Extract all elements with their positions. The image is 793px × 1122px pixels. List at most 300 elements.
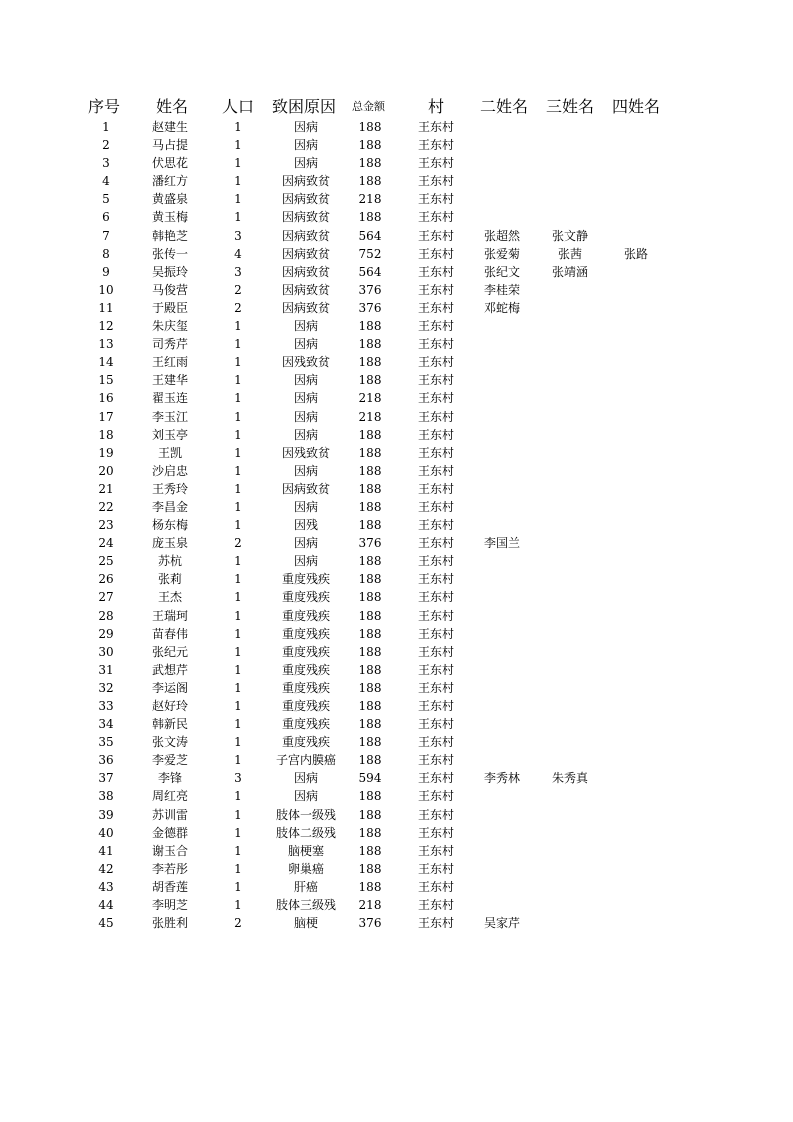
row-name: 张胜利	[151, 916, 188, 931]
header-reason: 致困原因	[272, 97, 337, 116]
row-name: 伏思花	[151, 156, 188, 171]
row-village: 王东村	[417, 680, 454, 695]
row-name: 马俊营	[151, 282, 188, 297]
row-name3	[540, 697, 600, 715]
row-amount: 188	[358, 373, 382, 388]
row-population: 1	[234, 319, 242, 334]
row-seq: 43	[98, 879, 114, 894]
row-name: 王凯	[157, 445, 182, 460]
row-reason: 因残	[293, 518, 318, 533]
row-amount: 188	[358, 590, 382, 605]
row-population: 1	[234, 717, 242, 732]
row-name4	[606, 227, 666, 245]
row-reason: 因病	[293, 771, 318, 786]
row-amount: 188	[358, 120, 382, 134]
row-name: 张纪元	[151, 644, 188, 659]
row-village: 王东村	[417, 843, 454, 858]
row-reason: 因病	[293, 409, 318, 424]
table-row	[0, 281, 793, 299]
row-reason: 因病	[293, 789, 318, 804]
row-reason: 因病	[293, 373, 318, 388]
row-amount: 188	[358, 807, 382, 822]
row-name2	[476, 715, 544, 733]
row-name: 胡香莲	[151, 879, 188, 894]
row-village: 王东村	[417, 282, 454, 297]
row-village: 王东村	[417, 246, 454, 261]
row-name2: 李国兰	[484, 536, 521, 551]
row-seq: 33	[98, 699, 114, 713]
row-name2	[476, 842, 544, 860]
row-name3	[540, 643, 600, 661]
row-amount: 188	[358, 572, 382, 587]
row-amount: 188	[358, 445, 382, 460]
row-village: 王东村	[417, 717, 454, 732]
row-name2	[476, 516, 544, 534]
table-row	[0, 806, 793, 824]
row-name: 朱庆玺	[151, 319, 188, 334]
row-seq: 13	[98, 337, 114, 352]
row-village: 王东村	[417, 192, 454, 207]
row-name4	[606, 462, 666, 480]
row-population: 1	[234, 843, 242, 858]
row-name4	[606, 787, 666, 805]
row-name: 苏训雷	[151, 807, 188, 822]
row-population: 1	[234, 861, 242, 876]
table-row	[0, 588, 793, 606]
row-population: 2	[234, 536, 242, 551]
row-population: 1	[234, 337, 242, 352]
row-name4: 张路	[623, 246, 648, 261]
row-population: 3	[234, 228, 242, 243]
row-name4	[606, 715, 666, 733]
row-reason: 因病	[293, 536, 318, 551]
row-village: 王东村	[417, 120, 454, 134]
table-row	[0, 842, 793, 860]
row-amount: 188	[358, 481, 382, 496]
row-name2: 张超然	[484, 228, 521, 243]
row-amount: 376	[358, 536, 382, 551]
row-reason: 因残致贫	[281, 355, 330, 370]
header-name3: 三姓名	[546, 97, 595, 116]
row-population: 1	[234, 608, 242, 623]
header-name4: 四姓名	[612, 97, 661, 116]
row-reason: 肢体三级残	[275, 898, 336, 913]
row-population: 1	[234, 174, 242, 189]
table-row	[0, 444, 793, 462]
row-village: 王东村	[417, 228, 454, 243]
row-seq: 42	[98, 861, 114, 876]
table-row	[0, 715, 793, 733]
row-name3	[540, 607, 600, 625]
row-name3: 朱秀真	[551, 771, 588, 786]
row-seq: 35	[98, 735, 114, 750]
row-name2	[476, 389, 544, 407]
row-village: 王东村	[417, 355, 454, 370]
row-name4	[606, 498, 666, 516]
table-row	[0, 679, 793, 697]
row-village: 王东村	[417, 644, 454, 659]
row-name4	[606, 625, 666, 643]
row-name: 张文涛	[151, 735, 188, 750]
row-reason: 因病	[293, 463, 318, 478]
row-name: 李玉江	[151, 409, 188, 424]
row-village: 王东村	[417, 391, 454, 406]
row-name: 于殿臣	[151, 300, 188, 315]
row-name: 翟玉连	[151, 391, 188, 406]
row-reason: 肢体二级残	[275, 825, 336, 840]
row-amount: 188	[358, 680, 382, 695]
row-name2	[476, 787, 544, 805]
row-amount: 376	[358, 916, 382, 931]
row-seq: 12	[98, 319, 114, 334]
row-name: 杨东梅	[151, 518, 188, 533]
row-amount: 188	[358, 861, 382, 876]
row-village: 王东村	[417, 427, 454, 442]
row-seq: 23	[98, 518, 114, 533]
row-name: 庞玉泉	[151, 536, 188, 551]
row-village: 王东村	[417, 409, 454, 424]
row-population: 1	[234, 463, 242, 478]
row-name2	[476, 208, 544, 226]
row-name: 韩新民	[151, 717, 188, 732]
table-row	[0, 787, 793, 805]
row-name3	[540, 715, 600, 733]
row-name4	[606, 118, 666, 136]
row-name2	[476, 643, 544, 661]
row-reason: 因病	[293, 337, 318, 352]
row-name2	[476, 878, 544, 896]
row-name2	[476, 552, 544, 570]
row-name2: 张爱菊	[484, 246, 521, 261]
row-amount: 376	[358, 282, 382, 297]
header-name2: 二姓名	[480, 97, 529, 116]
row-village: 王东村	[417, 753, 454, 768]
row-reason: 重度残疾	[281, 626, 330, 641]
row-seq: 30	[98, 644, 114, 659]
row-seq: 15	[98, 373, 114, 388]
row-village: 王东村	[417, 210, 454, 225]
row-name3	[540, 751, 600, 769]
row-name2	[476, 190, 544, 208]
row-reason: 因病致贫	[281, 300, 330, 315]
row-name2	[476, 118, 544, 136]
row-seq: 27	[98, 590, 114, 605]
row-seq: 28	[98, 608, 114, 623]
row-seq: 17	[98, 409, 114, 424]
row-name3	[540, 516, 600, 534]
row-seq: 32	[98, 680, 114, 695]
row-name4	[606, 878, 666, 896]
table-row	[0, 896, 793, 914]
row-name: 李锋	[157, 771, 182, 786]
table-row	[0, 769, 793, 787]
row-amount: 188	[358, 554, 382, 569]
row-name: 李明芝	[151, 898, 188, 913]
row-name4	[606, 860, 666, 878]
row-village: 王东村	[417, 264, 454, 279]
row-name: 王瑞珂	[151, 608, 188, 623]
row-village: 王东村	[417, 626, 454, 641]
row-name2	[476, 679, 544, 697]
row-population: 1	[234, 644, 242, 659]
row-population: 1	[234, 879, 242, 894]
row-seq: 7	[102, 228, 110, 243]
row-name3	[540, 896, 600, 914]
row-seq: 9	[102, 264, 110, 279]
row-population: 2	[234, 282, 242, 297]
row-amount: 188	[358, 825, 382, 840]
row-name: 王秀玲	[151, 481, 188, 496]
row-name: 刘玉亭	[151, 427, 188, 442]
row-population: 2	[234, 916, 242, 931]
row-name2	[476, 498, 544, 516]
row-village: 王东村	[417, 156, 454, 171]
table-row	[0, 860, 793, 878]
row-name: 黄盛泉	[151, 192, 188, 207]
table-row	[0, 389, 793, 407]
row-reason: 因病致贫	[281, 282, 330, 297]
row-name: 赵建生	[151, 120, 188, 134]
table-body	[0, 118, 793, 932]
row-population: 1	[234, 680, 242, 695]
row-seq: 45	[98, 916, 114, 931]
row-name2	[476, 408, 544, 426]
row-village: 王东村	[417, 861, 454, 876]
row-name4	[606, 896, 666, 914]
row-name: 李运阁	[151, 680, 188, 695]
row-name4	[606, 552, 666, 570]
row-name2	[476, 588, 544, 606]
row-name: 张莉	[157, 572, 182, 587]
row-population: 1	[234, 554, 242, 569]
row-name2	[476, 824, 544, 842]
row-name3	[540, 353, 600, 371]
row-population: 3	[234, 771, 242, 786]
table-row	[0, 208, 793, 226]
row-name: 司秀芹	[151, 337, 188, 352]
row-name2	[476, 136, 544, 154]
row-seq: 1	[102, 120, 110, 134]
row-name4	[606, 643, 666, 661]
row-population: 1	[234, 753, 242, 768]
row-reason: 脑梗塞	[287, 843, 324, 858]
row-name4	[606, 751, 666, 769]
row-amount: 376	[358, 300, 382, 315]
row-village: 王东村	[417, 662, 454, 677]
row-name4	[606, 190, 666, 208]
table-row	[0, 516, 793, 534]
row-name: 王红雨	[151, 355, 188, 370]
header-amount: 总金额	[352, 100, 385, 113]
row-reason: 因病致贫	[281, 210, 330, 225]
row-name3: 张文静	[551, 228, 588, 243]
row-name2	[476, 733, 544, 751]
row-seq: 11	[98, 300, 114, 315]
row-name: 王建华	[151, 373, 188, 388]
row-reason: 子宫内膜癌	[275, 753, 336, 768]
row-name4	[606, 697, 666, 715]
row-reason: 因病	[293, 156, 318, 171]
row-population: 1	[234, 825, 242, 840]
row-name2	[476, 570, 544, 588]
row-name3	[540, 787, 600, 805]
row-amount: 188	[358, 427, 382, 442]
row-reason: 因病致贫	[281, 174, 330, 189]
header-village: 村	[428, 97, 445, 116]
table-row	[0, 824, 793, 842]
row-reason: 因病	[293, 499, 318, 514]
row-seq: 5	[102, 192, 110, 207]
row-seq: 3	[102, 156, 110, 171]
row-name3	[540, 299, 600, 317]
row-reason: 因病致贫	[281, 481, 330, 496]
row-name3	[540, 661, 600, 679]
row-population: 1	[234, 445, 242, 460]
row-name: 黄玉梅	[151, 210, 188, 225]
row-population: 1	[234, 138, 242, 153]
row-amount: 188	[358, 337, 382, 352]
row-name2: 李秀林	[484, 771, 521, 786]
row-name3	[540, 534, 600, 552]
row-village: 王东村	[417, 138, 454, 153]
row-village: 王东村	[417, 572, 454, 587]
row-reason: 因病	[293, 391, 318, 406]
row-amount: 188	[358, 843, 382, 858]
row-village: 王东村	[417, 608, 454, 623]
row-population: 1	[234, 120, 242, 134]
row-name2: 李桂荣	[484, 282, 521, 297]
row-amount: 188	[358, 518, 382, 533]
row-seq: 6	[102, 210, 110, 225]
row-amount: 188	[358, 608, 382, 623]
row-name4	[606, 679, 666, 697]
row-name4	[606, 281, 666, 299]
row-name4	[606, 335, 666, 353]
row-name3	[540, 444, 600, 462]
row-seq: 26	[98, 572, 114, 587]
row-village: 王东村	[417, 789, 454, 804]
table-row	[0, 697, 793, 715]
row-name3	[540, 824, 600, 842]
row-name3	[540, 498, 600, 516]
row-population: 1	[234, 590, 242, 605]
row-population: 1	[234, 662, 242, 677]
row-name: 张传一	[151, 246, 188, 261]
row-village: 王东村	[417, 300, 454, 315]
row-name4	[606, 136, 666, 154]
row-reason: 因病	[293, 138, 318, 153]
table-row	[0, 462, 793, 480]
row-reason: 重度残疾	[281, 644, 330, 659]
row-name2	[476, 607, 544, 625]
row-village: 王东村	[417, 699, 454, 713]
row-population: 1	[234, 518, 242, 533]
row-population: 1	[234, 699, 242, 713]
row-name3	[540, 335, 600, 353]
row-population: 1	[234, 409, 242, 424]
row-village: 王东村	[417, 518, 454, 533]
row-name2	[476, 444, 544, 462]
row-village: 王东村	[417, 499, 454, 514]
row-name3	[540, 733, 600, 751]
row-name: 潘红方	[151, 174, 188, 189]
row-name3	[540, 389, 600, 407]
table-row	[0, 154, 793, 172]
row-amount: 594	[358, 771, 382, 786]
row-population: 1	[234, 735, 242, 750]
table-row	[0, 625, 793, 643]
row-seq: 25	[98, 554, 114, 569]
row-population: 1	[234, 481, 242, 496]
row-name3	[540, 860, 600, 878]
table-row	[0, 751, 793, 769]
table-row	[0, 552, 793, 570]
row-name4	[606, 824, 666, 842]
row-reason: 因病致贫	[281, 246, 330, 261]
row-name4	[606, 426, 666, 444]
row-reason: 脑梗	[293, 916, 318, 931]
row-population: 1	[234, 499, 242, 514]
row-name2	[476, 480, 544, 498]
table-row	[0, 661, 793, 679]
row-reason: 因病	[293, 554, 318, 569]
row-seq: 16	[98, 391, 114, 406]
row-population: 1	[234, 192, 242, 207]
row-name2	[476, 371, 544, 389]
row-reason: 重度残疾	[281, 699, 330, 713]
row-name3	[540, 480, 600, 498]
row-name3	[540, 281, 600, 299]
row-name3	[540, 317, 600, 335]
row-name4	[606, 371, 666, 389]
row-name: 韩艳芝	[151, 228, 188, 243]
row-name2: 吴家芹	[484, 916, 521, 931]
table-row	[0, 733, 793, 751]
row-seq: 38	[98, 789, 114, 804]
row-name: 吴振玲	[151, 264, 188, 279]
row-amount: 188	[358, 644, 382, 659]
row-name4	[606, 444, 666, 462]
row-reason: 因病致贫	[281, 264, 330, 279]
header-seq: 序号	[88, 97, 121, 116]
table-row	[0, 371, 793, 389]
row-amount: 188	[358, 626, 382, 641]
row-seq: 34	[98, 717, 114, 732]
row-amount: 564	[358, 228, 382, 243]
row-name4	[606, 570, 666, 588]
row-name2	[476, 806, 544, 824]
table-row	[0, 480, 793, 498]
row-name2	[476, 661, 544, 679]
row-name: 李爱芝	[151, 753, 188, 768]
row-reason: 重度残疾	[281, 608, 330, 623]
row-name2	[476, 860, 544, 878]
row-reason: 肢体一级残	[275, 807, 336, 822]
row-name4	[606, 480, 666, 498]
row-name4	[606, 607, 666, 625]
row-amount: 188	[358, 879, 382, 894]
row-name4	[606, 263, 666, 281]
row-village: 王东村	[417, 337, 454, 352]
row-seq: 4	[102, 174, 110, 189]
row-reason: 因病致贫	[281, 228, 330, 243]
row-reason: 重度残疾	[281, 680, 330, 695]
row-seq: 37	[98, 771, 114, 786]
row-name3	[540, 570, 600, 588]
table-row	[0, 335, 793, 353]
row-name3	[540, 136, 600, 154]
row-village: 王东村	[417, 554, 454, 569]
